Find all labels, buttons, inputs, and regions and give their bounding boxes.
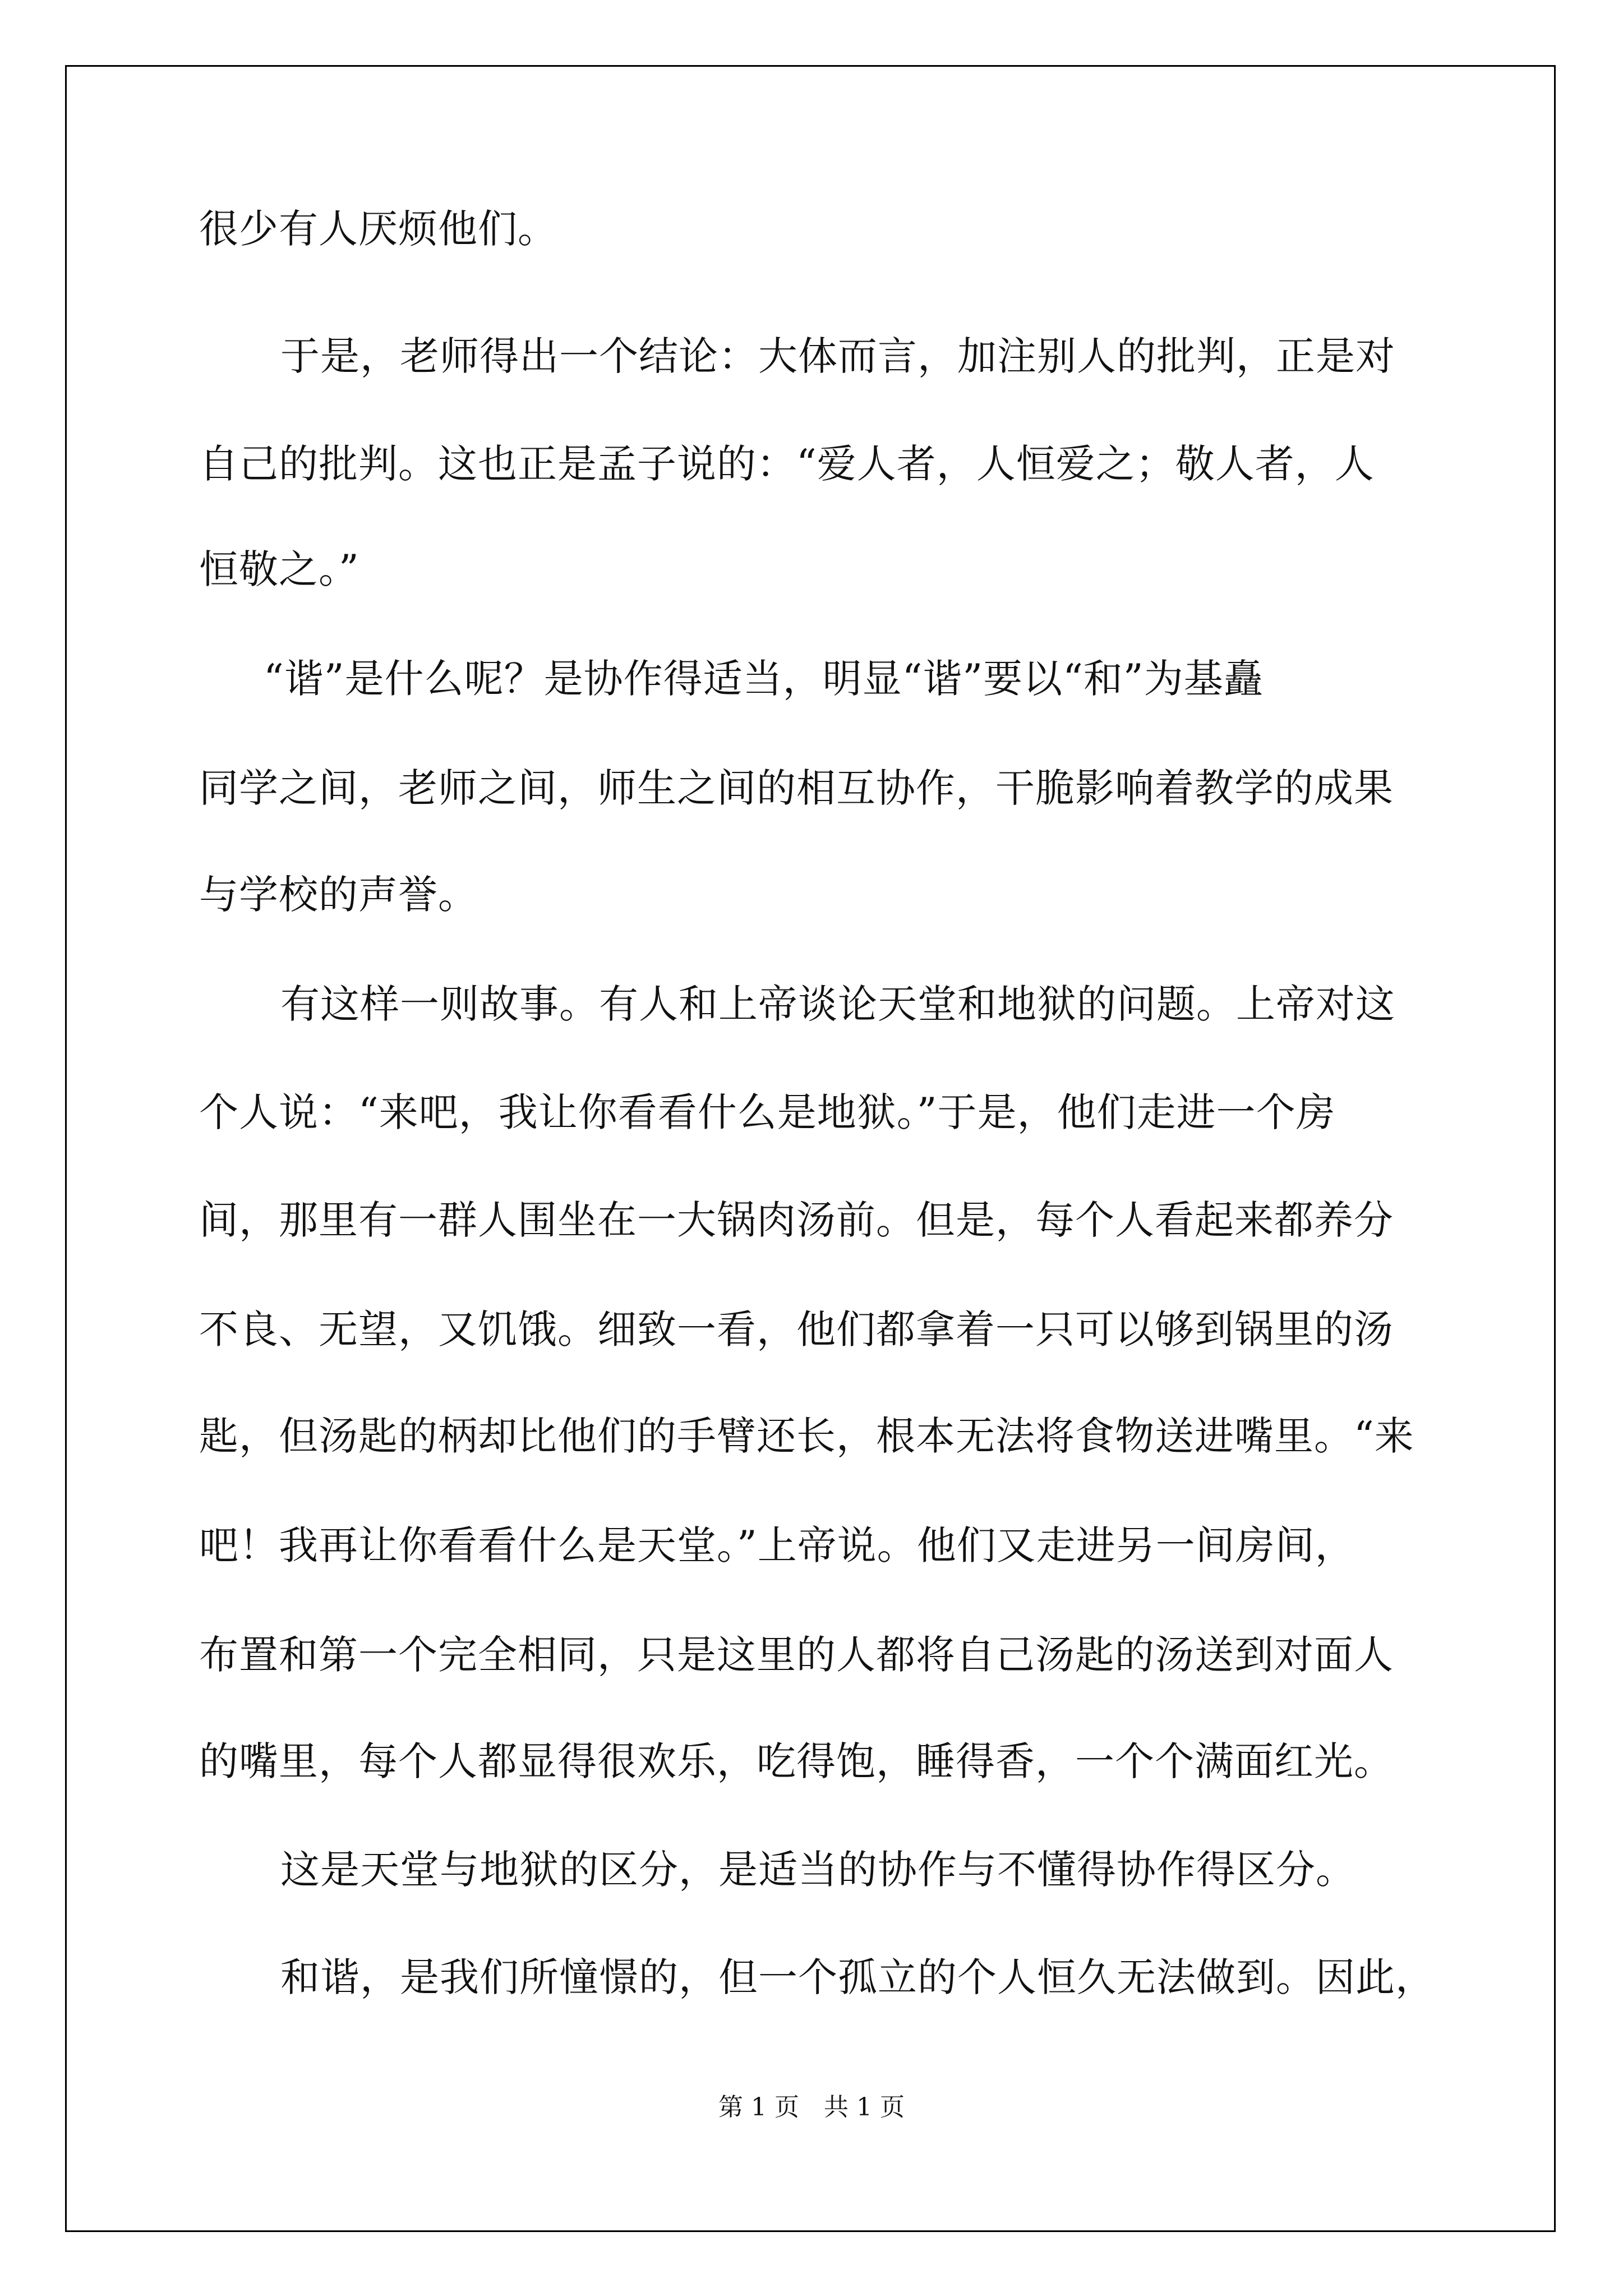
page-border	[65, 65, 1556, 2232]
text-line: 和谐，是我们所憧憬的，但一个孤立的个人恒久无法做到。因此，	[280, 1954, 1435, 2000]
text-line: 匙，但汤匙的柄却比他们的手臂还长，根本无法将食物送进嘴里。“来	[199, 1413, 1414, 1459]
text-line: 个人说：“来吧，我让你看看什么是地狱。”于是，他们走进一个房	[199, 1089, 1336, 1135]
text-line: 恒敬之。”	[199, 546, 359, 592]
text-line: 不良、无望，又饥饿。细致一看，他们都拿着一只可以够到锅里的汤	[199, 1306, 1394, 1352]
text-line: 的嘴里，每个人都显得很欢乐，吃得饱，睡得香，一个个满面红光。	[199, 1738, 1394, 1784]
text-line: 于是，老师得出一个结论：大体而言，加注别人的批判，正是对	[280, 333, 1395, 379]
text-line: 有这样一则故事。有人和上帝谈论天堂和地狱的问题。上帝对这	[280, 981, 1395, 1027]
text-line: 布置和第一个完全相同，只是这里的人都将自己汤匙的汤送到对面人	[199, 1632, 1394, 1678]
text-line: 与学校的声誉。	[199, 872, 478, 918]
text-line: 这是天堂与地狱的区分，是适当的协作与不懂得协作得区分。	[280, 1847, 1355, 1893]
text-line: 吧！我再让你看看什么是天堂。”上帝说。他们又走进另一间房间，	[199, 1522, 1355, 1568]
page-number-footer: 第 1 页 共 1 页	[718, 2093, 905, 2122]
text-line: 很少有人厌烦他们。	[199, 206, 557, 252]
text-line: 同学之间，老师之间，师生之间的相互协作，干脆影响着教学的成果	[199, 765, 1394, 811]
text-line: “谐”是什么呢？是协作得适当，明显“谐”要以“和”为基矗	[264, 656, 1264, 702]
text-line: 间，那里有一群人围坐在一大锅肉汤前。但是，每个人看起来都养分	[199, 1197, 1394, 1243]
text-line: 自己的批判。这也正是孟子说的：“爱人者，人恒爱之；敬人者，人	[199, 441, 1375, 487]
